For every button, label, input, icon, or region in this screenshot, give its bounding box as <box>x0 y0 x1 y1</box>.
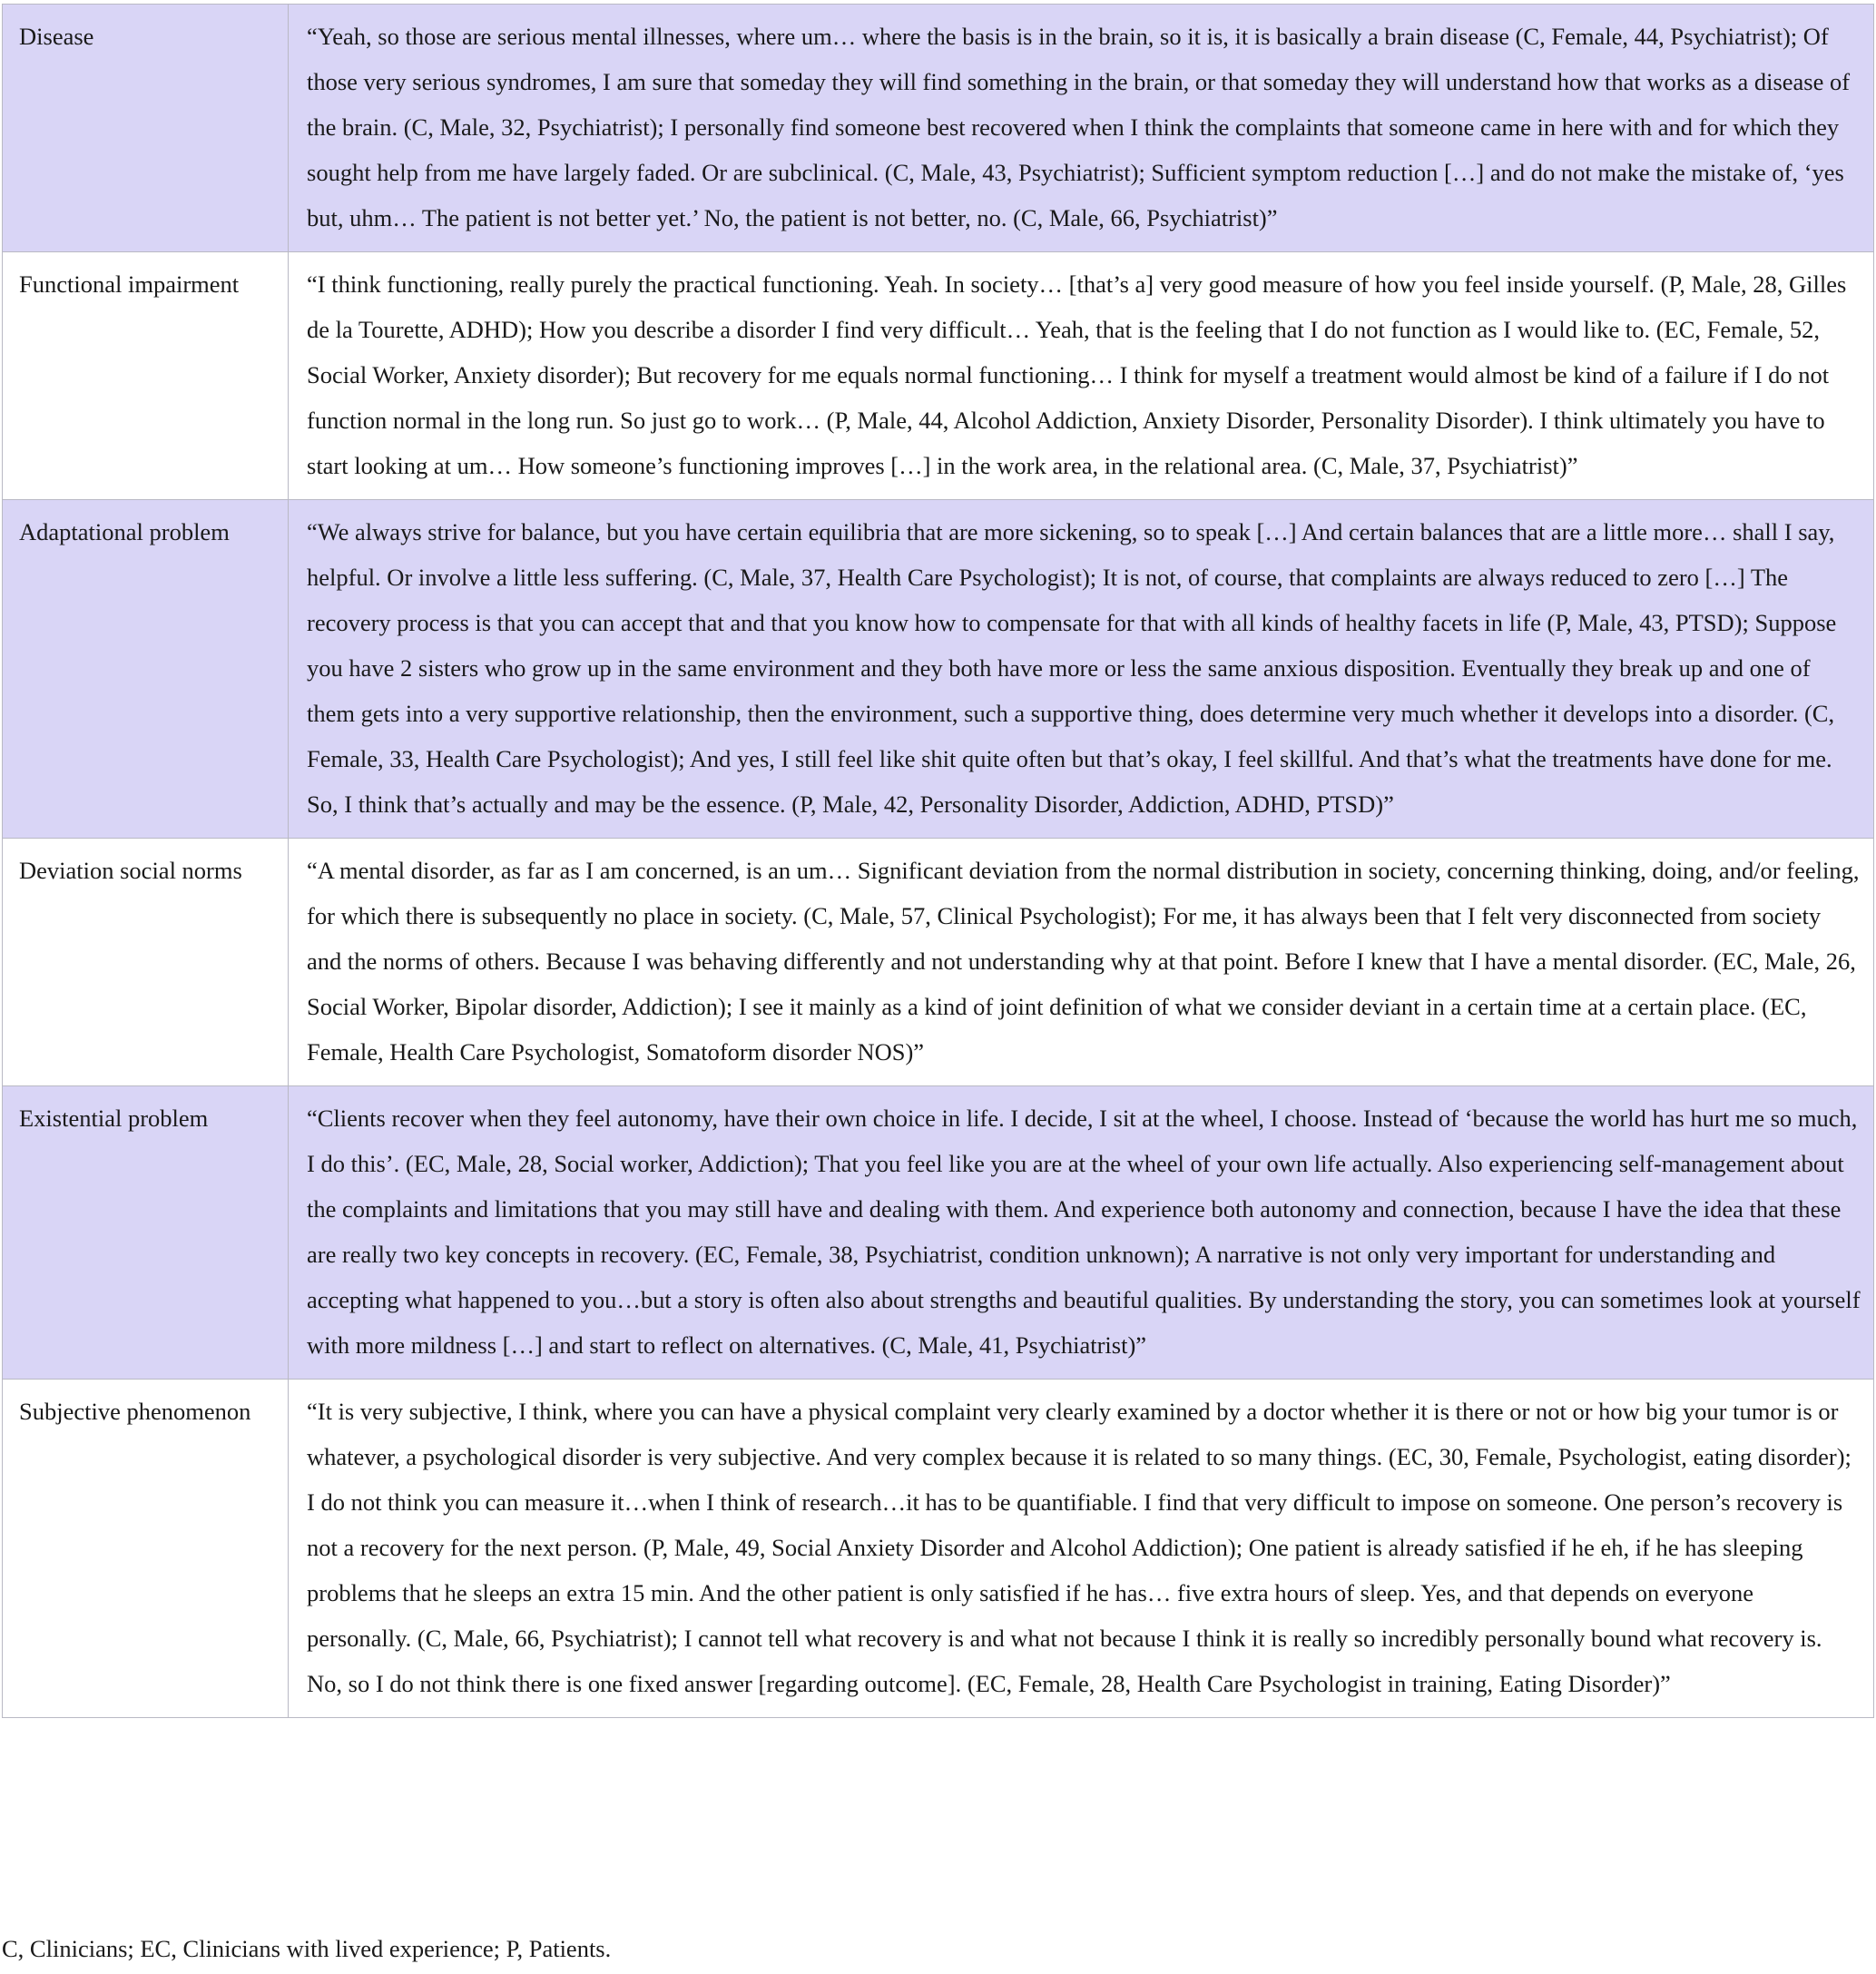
row-label: Disease <box>3 5 289 252</box>
table-row <box>3 1380 1874 1718</box>
table-row <box>3 252 1874 500</box>
table-footnote: C, Clinicians; EC, Clinicians with lived experience; P, Patients. <box>2 1935 612 1962</box>
row-quote: “I think functioning, really purely the practical functioning. Yeah. In society… [that’s a] very good measure of how you feel inside yourself. (P, Male, 28, Gilles de la Tourette, ADHD); How you describe a disorder I find very difficult… Yeah, that is the feeling that I do not function as I would like to. (EC, Female, 52, Social Worker, Anxiety disorder); But recovery for me equals normal functioning… I think for myself a treatment would almost be kind of a failure if I do not function normal in the long run. So just go to work… (P, Male, 44, Alcohol Addiction, Anxiety Disorder, Personality Disorder). I think ultimately you have to start looking at um… How someone’s functioning improves […] in the work area, in the relational area. (C, Male, 37, Psychiatrist)” <box>289 252 1874 500</box>
table-row <box>3 839 1874 1086</box>
table-row <box>3 5 1874 252</box>
row-label: Existential problem <box>3 1086 289 1380</box>
quotes-table <box>2 4 1874 1718</box>
row-quote: “Clients recover when they feel autonomy, have their own choice in life. I decide, I sit at the wheel, I choose. Instead of ‘because the world has hurt me so much, I do this’. (EC, Male, 28, Social worker, Addiction); That you feel like you are at the wheel of your own life actually. Also experiencing self-management about the complaints and limitations that you may still have and dealing with them. And experience both autonomy and connection, because I have the idea that these are really two key concepts in recovery. (EC, Female, 38, Psychiatrist, condition unknown); A narrative is not only very important for understanding and accepting what happened to you…but a story is often also about strengths and beautiful qualities. By understanding the story, you can sometimes look at yourself with more mildness […] and start to reflect on alternatives. (C, Male, 41, Psychiatrist)” <box>289 1086 1874 1380</box>
row-quote: “Yeah, so those are serious mental illnesses, where um… where the basis is in the brain, so it is, it is basically a brain disease (C, Female, 44, Psychiatrist); Of those very serious syndromes, I am sure that someday they will find something in the brain, or that someday they will understand how that works as a disease of the brain. (C, Male, 32, Psychiatrist); I personally find someone best recovered when I think the complaints that someone came in here with and for which they sought help from me have largely faded. Or are subclinical. (C, Male, 43, Psychiatrist); Sufficient symptom reduction […] and do not make the mistake of, ‘yes but, uhm… The patient is not better yet.’ No, the patient is not better, no. (C, Male, 66, Psychiatrist)” <box>289 5 1874 252</box>
row-quote: “It is very subjective, I think, where you can have a physical complaint very clearly examined by a doctor whether it is there or not or how big your tumor is or whatever, a psychological disorder is very subjective. And very complex because it is related to so many things. (EC, 30, Female, Psychologist, eating disorder); I do not think you can measure it…when I think of research…it has to be quantifiable. I find that very difficult to impose on someone. One person’s recovery is not a recovery for the next person. (P, Male, 49, Social Anxiety Disorder and Alcohol Addiction); One patient is already satisfied if he eh, if he has sleeping problems that he sleeps an extra 15 min. And the other patient is only satisfied if he has… five extra hours of sleep. Yes, and that depends on everyone personally. (C, Male, 66, Psychiatrist); I cannot tell what recovery is and what not because I think it is really so incredibly personally bound what recovery is. No, so I do not think there is one fixed answer [regarding outcome]. (EC, Female, 28, Health Care Psychologist in training, Eating Disorder)” <box>289 1380 1874 1718</box>
row-label: Subjective phenomenon <box>3 1380 289 1718</box>
row-label: Deviation social norms <box>3 839 289 1086</box>
row-quote: “A mental disorder, as far as I am concerned, is an um… Significant deviation from the normal distribution in society, concerning thinking, doing, and/or feeling, for which there is subsequently no place in society. (C, Male, 57, Clinical Psychologist); For me, it has always been that I felt very disconnected from society and the norms of others. Because I was behaving differently and not understanding why at that point. Before I knew that I have a mental disorder. (EC, Male, 26, Social Worker, Bipolar disorder, Addiction); I see it mainly as a kind of joint definition of what we consider deviant in a certain time at a certain place. (EC, Female, Health Care Psychologist, Somatoform disorder NOS)” <box>289 839 1874 1086</box>
row-quote: “We always strive for balance, but you have certain equilibria that are more sickening, so to speak […] And certain balances that are a little more… shall I say, helpful. Or involve a little less suffering. (C, Male, 37, Health Care Psychologist); It is not, of course, that complaints are always reduced to zero […] The recovery process is that you can accept that and that you know how to compensate for that with all kinds of healthy facets in life (P, Male, 43, PTSD); Suppose you have 2 sisters who grow up in the same environment and they both have more or less the same anxious disposition. Eventually they break up and one of them gets into a very supportive relationship, then the environment, such a supportive thing, does determine very much whether it develops into a disorder. (C, Female, 33, Health Care Psychologist); And yes, I still feel like shit quite often but that’s okay, I feel skillful. And that’s what the treatments have done for me. So, I think that’s actually and may be the essence. (P, Male, 42, Personality Disorder, Addiction, ADHD, PTSD)” <box>289 500 1874 839</box>
table-row <box>3 500 1874 839</box>
table-row <box>3 1086 1874 1380</box>
row-label: Functional impairment <box>3 252 289 500</box>
row-label: Adaptational problem <box>3 500 289 839</box>
